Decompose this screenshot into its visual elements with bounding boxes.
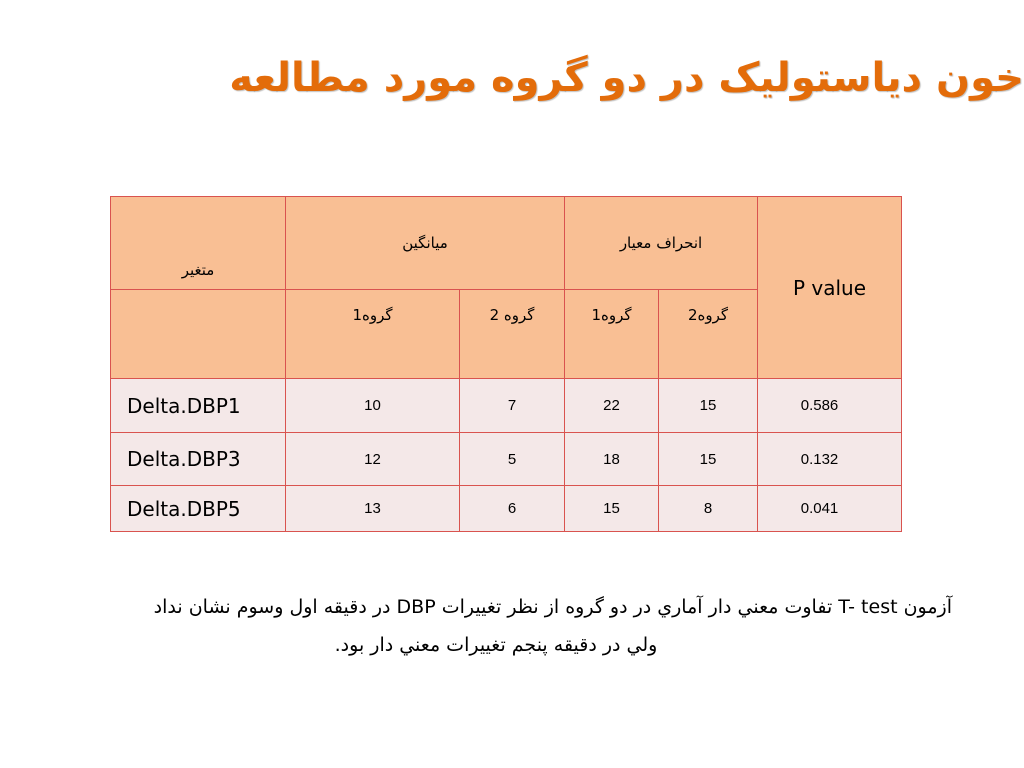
header-p-value: P value: [758, 197, 902, 379]
header-empty-cell: [111, 290, 286, 379]
header-sd-group1: گروه1: [565, 290, 659, 379]
mean-group2-value: 7: [460, 379, 565, 433]
header-mean-group2: گروه 2: [460, 290, 565, 379]
header-sd-group2: گروه2: [659, 290, 758, 379]
mean-group1-value: 10: [286, 379, 460, 433]
sd-group2-value: 8: [659, 486, 758, 532]
row-label: Delta.DBP1: [111, 379, 286, 433]
header-mean-group1: گروه1: [286, 290, 460, 379]
mean-group1-value: 13: [286, 486, 460, 532]
sd-group1-value: 15: [565, 486, 659, 532]
results-table: [110, 196, 902, 532]
header-variable: متغير: [111, 197, 286, 290]
row-label: Delta.DBP3: [111, 433, 286, 486]
table-row: [111, 379, 902, 433]
sd-group1-value: 18: [565, 433, 659, 486]
slide-title: خون دياستوليک در دو گروه مورد مطالعه: [229, 55, 1024, 101]
conclusion-line-2: ولي در دقيقه پنجم تغييرات معني دار بود.: [334, 634, 658, 656]
table-row: [111, 486, 902, 532]
sd-group2-value: 15: [659, 379, 758, 433]
sd-group2-value: 15: [659, 433, 758, 486]
table-header-row: [111, 197, 902, 290]
header-mean: ميانگين: [286, 197, 565, 290]
mean-group1-value: 12: [286, 433, 460, 486]
table-row: [111, 433, 902, 486]
conclusion-line-1: آزمون T- test تفاوت معني دار آماري در دو گروه از نظر تغييرات DBP در دقيقه اول وسوم نشان نداد: [153, 596, 952, 618]
p-value: 0.041: [758, 486, 902, 532]
mean-group2-value: 6: [460, 486, 565, 532]
p-value: 0.586: [758, 379, 902, 433]
header-sd: انحراف معيار: [565, 197, 758, 290]
sd-group1-value: 22: [565, 379, 659, 433]
p-value: 0.132: [758, 433, 902, 486]
row-label: Delta.DBP5: [111, 486, 286, 532]
conclusion-text: [40, 588, 952, 664]
mean-group2-value: 5: [460, 433, 565, 486]
